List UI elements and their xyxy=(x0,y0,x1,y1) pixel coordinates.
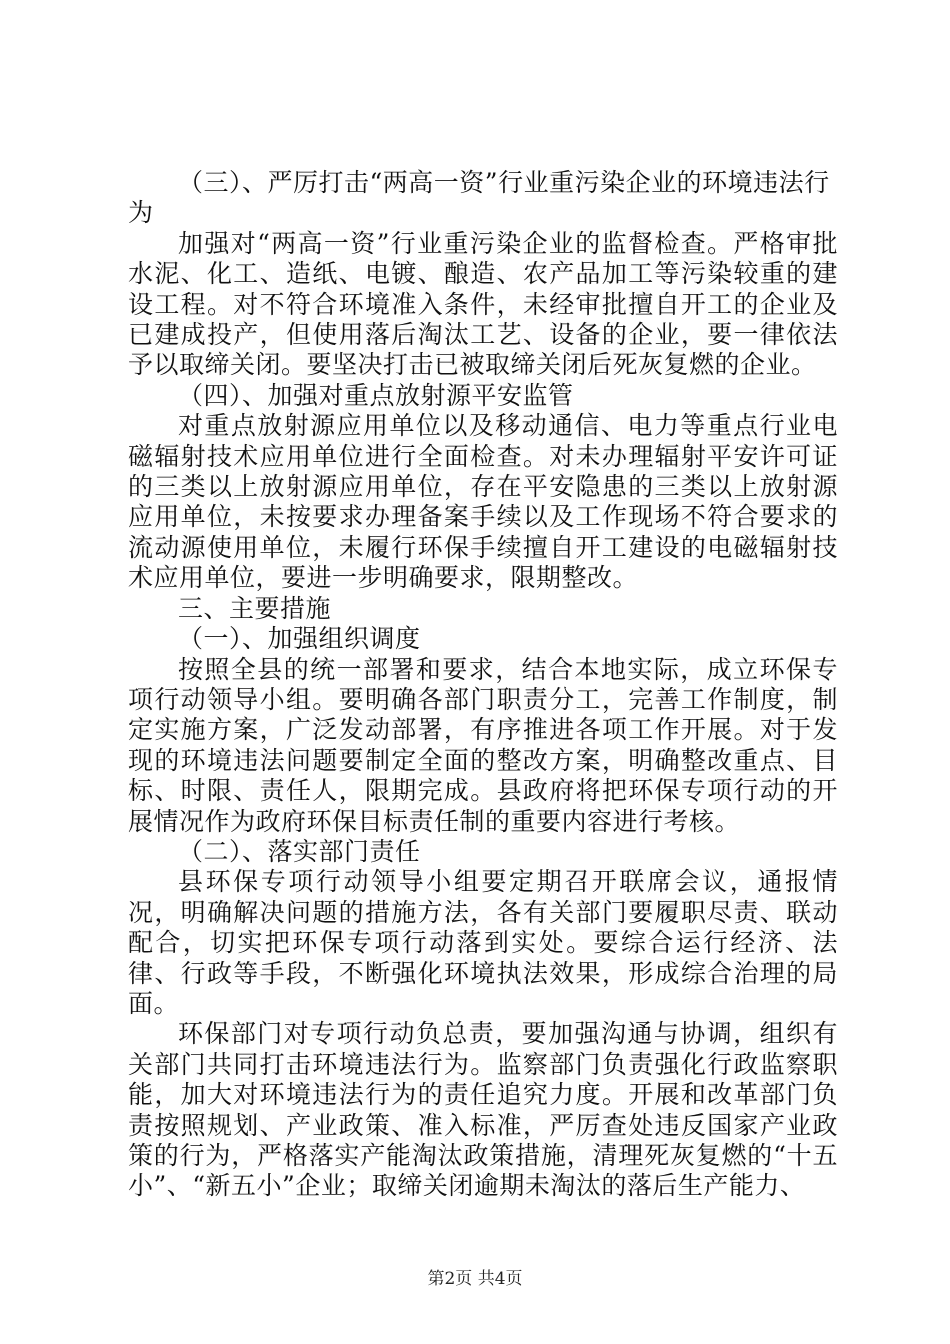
document-body xyxy=(128,168,838,1202)
section-heading-3: （三）、严厉打击“两高一资”行业重污染企业的环境违法行为 xyxy=(128,168,830,228)
paragraph: 环保部门对专项行动负总责，要加强沟通与协调，组织有关部门共同打击环境违法行为。监察部门负责强化行政监察职能，加大对环境违法行为的责任追究力度。开展和改革部门负责按照规划、产业政策、准入标准，严厉查处违反国家产业政策的行为，严格落实产能淘汰政策措施，清理死灰复燃的“十五小”、“新五小”企业；取缔关闭逾期未淘汰的落后生产能力、 xyxy=(128,1019,838,1201)
paragraph: 县环保专项行动领导小组要定期召开联席会议，通报情况，明确解决问题的措施方法，各有关部门要履职尽责、联动配合，切实把环保专项行动落到实处。要综合运行经济、法律、行政等手段，不断强化环境执法效果，形成综合治理的局面。 xyxy=(128,867,838,1018)
paragraph: 加强对“两高一资”行业重污染企业的监督检查。严格审批水泥、化工、造纸、电镀、酿造、农产品加工等污染较重的建设工程。对不符合环境准入条件，未经审批擅自开工的企业及已建成投产，但使用落后淘汰工艺、设备的企业，要一律依法予以取缔关闭。要坚决打击已被取缔关闭后死灰复燃的企业。 xyxy=(128,228,838,380)
paragraph: 按照全县的统一部署和要求，结合本地实际，成立环保专项行动领导小组。要明确各部门职责分工，完善工作制度，制定实施方案，广泛发动部署，有序推进各项工作开展。对于发现的环境违法问题要制定全面的整改方案，明确整改重点、目标、时限、责任人，限期完成。县政府将把环保专项行动的开展情况作为政府环保目标责任制的重要内容进行考核。 xyxy=(128,654,838,836)
section-heading-4: （四）、加强对重点放射源平安监管 xyxy=(178,380,574,410)
page-number-footer: 第2页 共4页 xyxy=(427,1269,523,1289)
paragraph: 对重点放射源应用单位以及移动通信、电力等重点行业电磁辐射技术应用单位进行全面检查。对未办理辐射平安许可证的三类以上放射源应用单位，存在平安隐患的三类以上放射源应用单位，未按要求办理备案手续以及工作现场不符合要求的流动源使用单位，未履行环保手续擅自开工建设的电磁辐射技术应用单位，要进一步明确要求，限期整改。 xyxy=(128,411,838,593)
section-heading-2: （二）、落实部门责任 xyxy=(178,836,421,866)
chapter-heading-measures: 三、主要措施 xyxy=(178,593,332,623)
section-heading-1: （一）、加强组织调度 xyxy=(178,624,421,654)
